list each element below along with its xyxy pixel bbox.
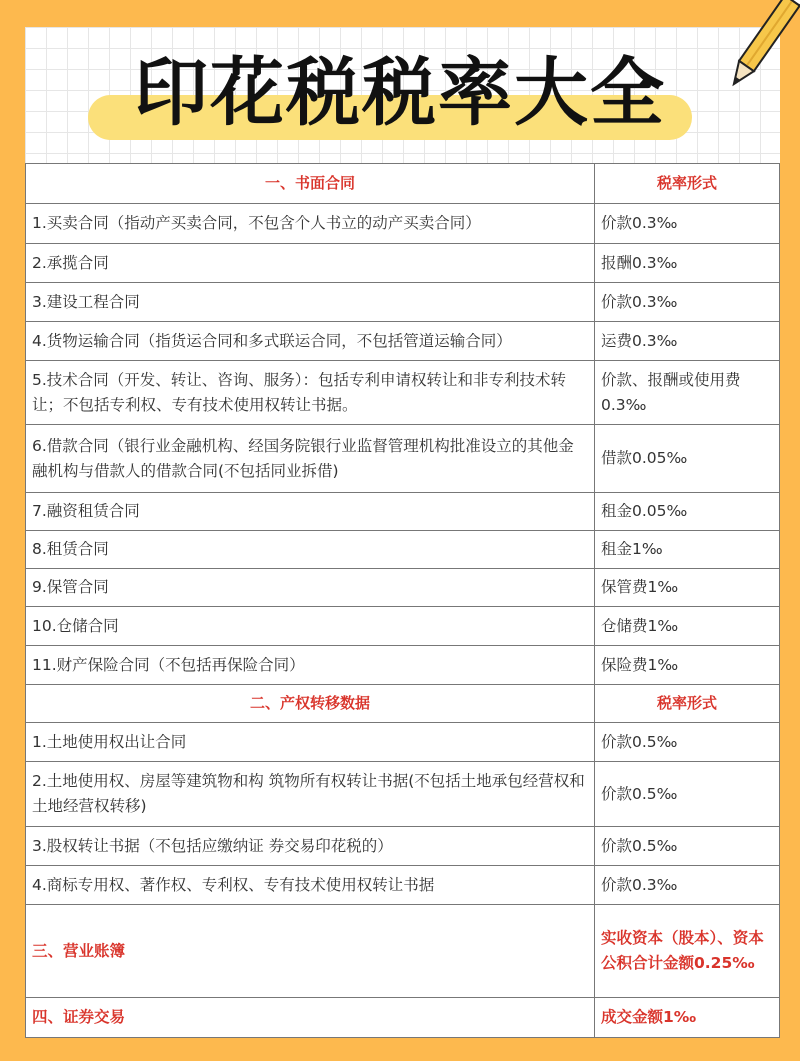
item-cell: 1.买卖合同（指动产买卖合同，不包含个人书立的动产买卖合同） bbox=[26, 204, 595, 244]
rate-cell: 租金0.05‰ bbox=[595, 493, 780, 531]
item-cell: 4.商标专用权、著作权、专利权、专有技术使用权转让书据 bbox=[26, 866, 595, 905]
item-cell: 9.保管合同 bbox=[26, 569, 595, 607]
pencil-icon bbox=[700, 0, 800, 95]
rate-cell: 保险费1‰ bbox=[595, 646, 780, 685]
rate-cell: 租金1‰ bbox=[595, 531, 780, 569]
item-cell: 11.财产保险合同（不包括再保险合同） bbox=[26, 646, 595, 685]
table-row bbox=[26, 493, 780, 531]
section-row bbox=[26, 905, 780, 998]
table-row bbox=[26, 723, 780, 762]
section-row bbox=[26, 998, 780, 1038]
table-row bbox=[26, 244, 780, 283]
item-cell: 8.租赁合同 bbox=[26, 531, 595, 569]
page-title: 印花税税率大全 bbox=[134, 50, 666, 136]
rate-cell: 成交金额1‰ bbox=[595, 998, 780, 1038]
rate-cell: 保管费1‰ bbox=[595, 569, 780, 607]
rate-cell: 报酬0.3‰ bbox=[595, 244, 780, 283]
table-row bbox=[26, 204, 780, 244]
rate-cell: 仓储费1‰ bbox=[595, 607, 780, 646]
rate-column-header: 税率形式 bbox=[595, 685, 780, 723]
rate-column-header: 税率形式 bbox=[595, 164, 780, 204]
item-cell: 7.融资租赁合同 bbox=[26, 493, 595, 531]
rate-cell: 价款0.3‰ bbox=[595, 204, 780, 244]
item-cell: 10.仓储合同 bbox=[26, 607, 595, 646]
item-cell: 5.技术合同（开发、转让、咨询、服务）：包括专利申请权转让和非专利技术转让；不包括专利权、专有技术使用权转让书据。 bbox=[26, 361, 595, 425]
section-title: 一、书面合同 bbox=[26, 164, 595, 204]
item-cell: 1.土地使用权出让合同 bbox=[26, 723, 595, 762]
table-row bbox=[26, 607, 780, 646]
rate-cell: 价款、报酬或使用费0.3‰ bbox=[595, 361, 780, 425]
item-cell: 4.货物运输合同（指货运合同和多式联运合同，不包括管道运输合同） bbox=[26, 322, 595, 361]
table-row bbox=[26, 762, 780, 827]
table-row bbox=[26, 322, 780, 361]
table-row bbox=[26, 827, 780, 866]
table-row bbox=[26, 283, 780, 322]
table-row bbox=[26, 569, 780, 607]
section-title: 四、证券交易 bbox=[26, 998, 595, 1038]
rate-cell: 价款0.3‰ bbox=[595, 283, 780, 322]
table-row bbox=[26, 531, 780, 569]
table-row bbox=[26, 646, 780, 685]
table-row bbox=[26, 866, 780, 905]
rate-cell: 价款0.3‰ bbox=[595, 866, 780, 905]
rate-cell: 实收资本（股本）、资本公积合计金额0.25‰ bbox=[595, 905, 780, 998]
table-row bbox=[26, 361, 780, 425]
rate-cell: 价款0.5‰ bbox=[595, 762, 780, 827]
item-cell: 2.承揽合同 bbox=[26, 244, 595, 283]
item-cell: 3.股权转让书据（不包括应缴纳证 券交易印花税的） bbox=[26, 827, 595, 866]
section-title: 二、产权转移数据 bbox=[26, 685, 595, 723]
rate-cell: 价款0.5‰ bbox=[595, 723, 780, 762]
rate-cell: 运费0.3‰ bbox=[595, 322, 780, 361]
table-row bbox=[26, 425, 780, 493]
rate-cell: 价款0.5‰ bbox=[595, 827, 780, 866]
item-cell: 2.土地使用权、房屋等建筑物和构 筑物所有权转让书据(不包括土地承包经营权和土地经营权转移) bbox=[26, 762, 595, 827]
rate-cell: 借款0.05‰ bbox=[595, 425, 780, 493]
section-header-row bbox=[26, 685, 780, 723]
item-cell: 6.借款合同（银行业金融机构、经国务院银行业监督管理机构批准设立的其他金融机构与借款人的借款合同(不包括同业拆借) bbox=[26, 425, 595, 493]
section-header-row bbox=[26, 164, 780, 204]
stamp-tax-table bbox=[25, 163, 780, 1038]
section-title: 三、营业账簿 bbox=[26, 905, 595, 998]
item-cell: 3.建设工程合同 bbox=[26, 283, 595, 322]
